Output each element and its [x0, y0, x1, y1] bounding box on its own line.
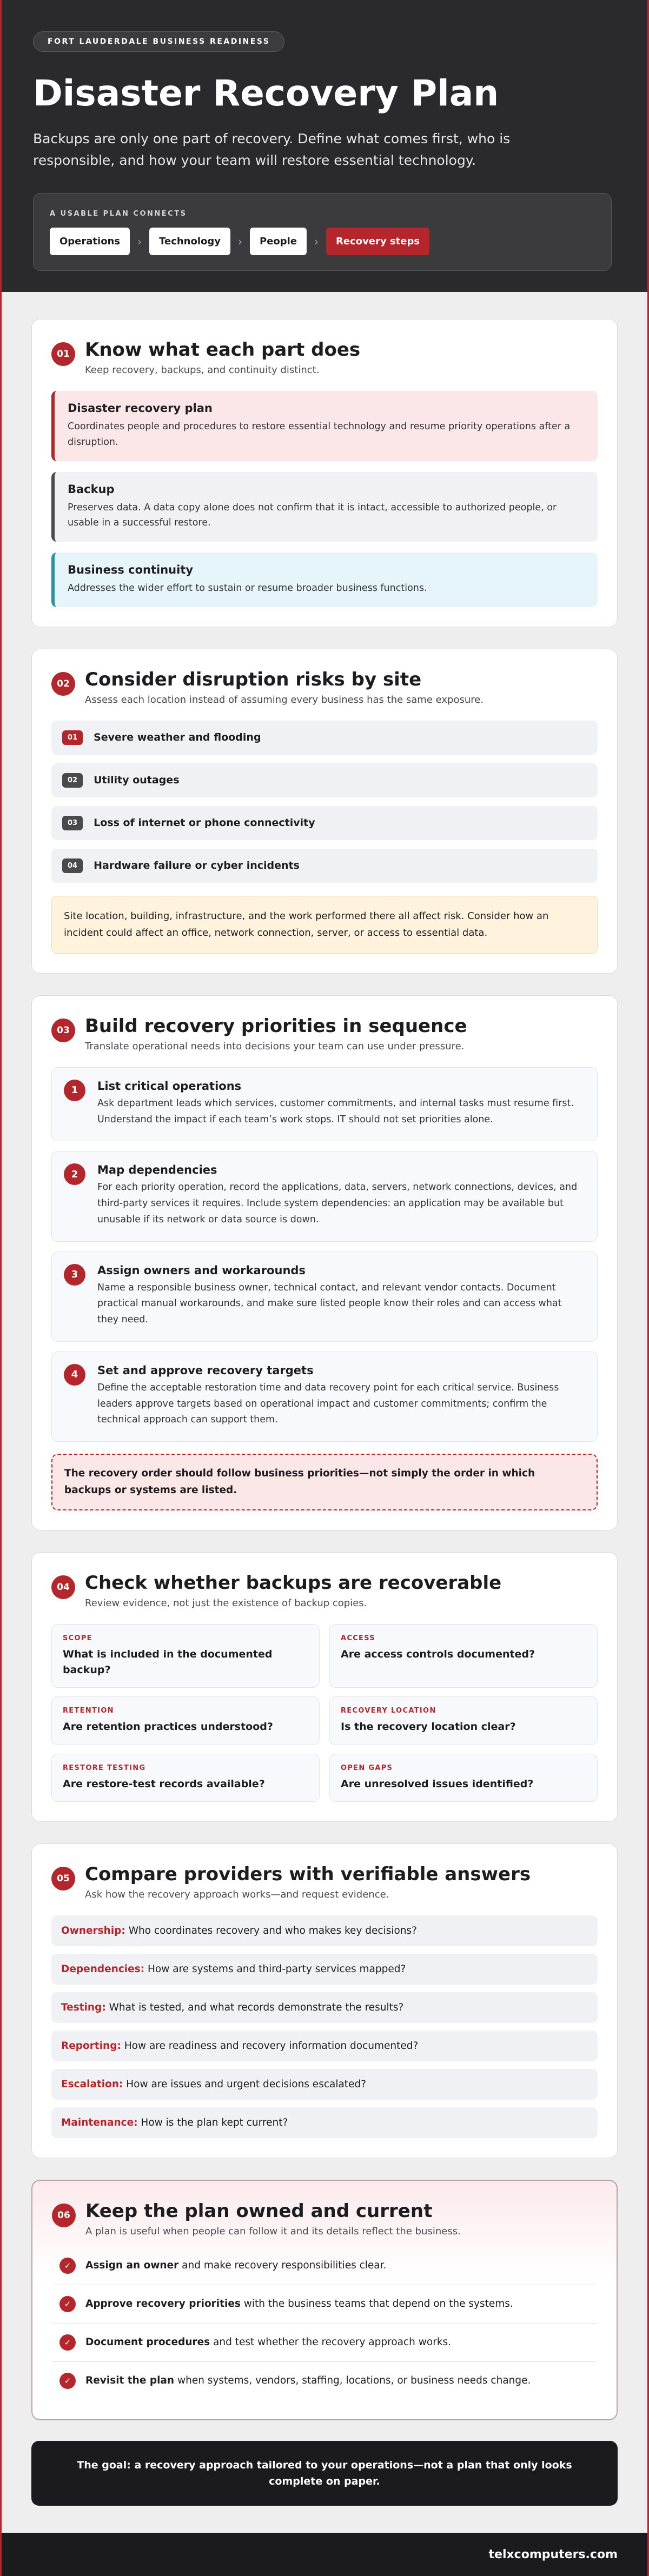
chevron-right-icon: ›	[137, 235, 142, 248]
risk-item	[51, 806, 598, 840]
section-header	[51, 1572, 598, 1609]
risk-item	[51, 763, 598, 797]
definition-disaster-recovery-plan	[51, 391, 598, 461]
footer-site-link[interactable]: telxcomputers.com	[488, 2547, 618, 2561]
provider-label: Maintenance:	[61, 2116, 138, 2128]
section-number-badge: 05	[51, 1867, 75, 1891]
goal-banner: The goal: a recovery approach tailored to your operations—not a plan that only looks complete on paper.	[31, 2441, 618, 2506]
step-set-recovery-targets	[51, 1352, 598, 1442]
step-list-critical-operations	[51, 1067, 598, 1142]
recovery-order-callout: The recovery order should follow business priorities—not simply the order in which backups or systems are listed.	[51, 1454, 598, 1510]
check-icon: ✓	[59, 2373, 76, 2389]
risk-number-tag: 01	[62, 730, 83, 745]
checklist-item	[52, 2285, 597, 2323]
checklist-text: and test whether the recovery approach works.	[210, 2337, 452, 2348]
step-text: Define the acceptable restoration time and data recovery point for each critical service. Business leaders approve targets based on operational impact and customer commitments; confirm the technical approach can support them.	[97, 1382, 559, 1426]
provider-text: How are readiness and recovery information documented?	[121, 2040, 419, 2052]
check-key: OPEN GAPS	[341, 1763, 393, 1772]
step-title: Map dependencies	[97, 1163, 217, 1177]
section-subtitle: Translate operational needs into decisions your team can use under pressure.	[85, 1040, 465, 1052]
provider-question	[51, 2107, 598, 2138]
section-number-badge: 02	[51, 672, 75, 696]
section-know-parts	[31, 319, 618, 627]
section-number-badge: 06	[52, 2204, 76, 2227]
check-key: RECOVERY LOCATION	[341, 1707, 436, 1715]
check-recovery-location	[329, 1696, 598, 1745]
step-number: 2	[64, 1163, 85, 1185]
definition-title: Backup	[68, 482, 115, 496]
section-title: Build recovery priorities in sequence	[85, 1015, 467, 1037]
definition-title: Disaster recovery plan	[68, 401, 213, 415]
backup-checks-grid	[51, 1624, 598, 1802]
definition-text: Addresses the wider effort to sustain or resume broader business functions.	[68, 583, 427, 594]
check-restore-testing	[51, 1754, 320, 1802]
section-recovery-priorities	[31, 995, 618, 1530]
checklist-item	[52, 2361, 597, 2400]
chevron-right-icon: ›	[314, 235, 319, 248]
section-header	[51, 339, 598, 376]
page-title: Disaster Recovery Plan	[33, 72, 499, 114]
risk-text: Hardware failure or cyber incidents	[94, 860, 300, 872]
check-question: Are restore-test records available?	[63, 1778, 265, 1790]
check-retention	[51, 1696, 320, 1745]
plan-connects-panel	[33, 193, 612, 271]
section-title: Compare providers with verifiable answers	[85, 1863, 531, 1886]
eyebrow-badge: FORT LAUDERDALE BUSINESS READINESS	[33, 31, 284, 52]
step-title: List critical operations	[97, 1079, 242, 1093]
step-title: Assign owners and workarounds	[97, 1263, 306, 1277]
provider-question	[51, 1954, 598, 1985]
provider-question	[51, 2069, 598, 2100]
check-icon: ✓	[59, 2334, 76, 2351]
checklist-text: when systems, vendors, staffing, locations, or business needs change.	[174, 2375, 531, 2387]
checklist-item	[52, 2323, 597, 2361]
section-title: Keep the plan owned and current	[85, 2200, 433, 2222]
section-subtitle: Review evidence, not just the existence of backup copies.	[85, 1597, 367, 1609]
chip-recovery-steps: Recovery steps	[326, 228, 429, 255]
definition-title: Business continuity	[68, 563, 194, 577]
main-content	[2, 292, 647, 2506]
check-question: Are retention practices understood?	[63, 1721, 273, 1733]
section-backups-recoverable	[31, 1552, 618, 1822]
section-header	[52, 2200, 597, 2237]
definition-text: Preserves data. A data copy alone does not confirm that it is intact, accessible to authorized people, or usable in a successful restore.	[68, 502, 557, 529]
section-title: Check whether backups are recoverable	[85, 1572, 502, 1594]
checklist-text: with the business teams that depend on the systems.	[240, 2298, 513, 2310]
check-key: ACCESS	[341, 1634, 375, 1643]
step-text: For each priority operation, record the applications, data, servers, network connections, devices, and third-party services it requires. Include system dependencies: an application may be available but unusable if its network or data source is down.	[97, 1182, 578, 1225]
provider-label: Dependencies:	[61, 1963, 145, 1975]
provider-text: How is the plan kept current?	[137, 2116, 288, 2128]
hero-lead: Backups are only one part of recovery. Define what comes first, who is responsible, and how your team will restore essential technology.	[33, 131, 511, 169]
section-subtitle: Assess each location instead of assuming every business has the same exposure.	[85, 694, 484, 705]
connects-label: A USABLE PLAN CONNECTS	[50, 210, 187, 218]
step-number: 1	[64, 1080, 85, 1101]
chip-people: People	[250, 228, 307, 255]
step-title: Set and approve recovery targets	[97, 1363, 314, 1377]
step-number: 4	[64, 1364, 85, 1386]
check-icon: ✓	[59, 2258, 76, 2274]
check-question: Are access controls documented?	[341, 1648, 535, 1661]
section-title: Know what each part does	[85, 339, 361, 361]
risk-item	[51, 721, 598, 755]
check-key: SCOPE	[63, 1634, 92, 1643]
step-text: Name a responsible business owner, technical contact, and relevant vendor contacts. Document practical manual workarounds, and make sure listed people know their roles and can access what they need.	[97, 1282, 562, 1326]
section-disruption-risks	[31, 649, 618, 974]
check-open-gaps	[329, 1754, 598, 1802]
connects-chips	[50, 228, 595, 255]
definition-backup	[51, 472, 598, 542]
provider-text: How are systems and third-party services mapped?	[144, 1963, 406, 1975]
section-number-badge: 04	[51, 1575, 75, 1599]
section-subtitle: A plan is useful when people can follow it and its details reflect the business.	[85, 2225, 461, 2237]
provider-label: Reporting:	[61, 2040, 121, 2052]
provider-label: Escalation:	[61, 2078, 123, 2090]
step-map-dependencies	[51, 1151, 598, 1241]
checklist-bold: Document procedures	[85, 2337, 210, 2348]
section-keep-plan-current	[31, 2180, 618, 2420]
provider-label: Ownership:	[61, 1925, 125, 1936]
check-question: Is the recovery location clear?	[341, 1721, 516, 1733]
risk-number-tag: 03	[62, 816, 83, 830]
risk-text: Severe weather and flooding	[94, 731, 261, 744]
step-text: Ask department leads which services, customer commitments, and internal tasks must resume first. Understand the impact if each team’s work stops. IT should not set priorities alone.	[97, 1097, 574, 1125]
section-compare-providers	[31, 1843, 618, 2158]
footer	[2, 2533, 647, 2576]
step-number: 3	[64, 1264, 85, 1286]
checklist-bold: Assign an owner	[85, 2260, 179, 2272]
section-subtitle: Keep recovery, backups, and continuity distinct.	[85, 364, 320, 376]
provider-question	[51, 1915, 598, 1946]
risk-text: Utility outages	[94, 774, 180, 787]
check-access	[329, 1624, 598, 1688]
risk-number-tag: 02	[62, 773, 83, 788]
provider-question	[51, 2031, 598, 2061]
section-header	[51, 1015, 598, 1052]
chip-operations: Operations	[50, 228, 130, 255]
definition-text: Coordinates people and procedures to restore essential technology and resume priority operations after a disruption.	[68, 421, 571, 448]
provider-text: Who coordinates recovery and who makes key decisions?	[125, 1925, 417, 1936]
section-number-badge: 03	[51, 1019, 75, 1042]
hero-header	[2, 0, 647, 292]
provider-text: How are issues and urgent decisions escalated?	[123, 2078, 367, 2090]
checklist-bold: Approve recovery priorities	[85, 2298, 241, 2310]
site-risk-note: Site location, building, infrastructure, and the work performed there all affect risk. Consider how an incident could affect an office, network connection, server, or access to essential data.	[51, 896, 598, 954]
check-key: RETENTION	[63, 1707, 114, 1715]
check-question: What is included in the documented backup?	[63, 1648, 273, 1676]
checklist-text: and make recovery responsibilities clear.	[178, 2260, 387, 2272]
check-scope	[51, 1624, 320, 1688]
check-key: RESTORE TESTING	[63, 1763, 146, 1772]
check-icon: ✓	[59, 2296, 76, 2312]
check-question: Are unresolved issues identified?	[341, 1778, 534, 1790]
section-subtitle: Ask how the recovery approach works—and request evidence.	[85, 1888, 389, 1900]
risk-text: Loss of internet or phone connectivity	[94, 817, 315, 829]
checklist-item	[52, 2247, 597, 2285]
risk-number-tag: 04	[62, 858, 83, 873]
definition-business-continuity	[51, 553, 598, 607]
step-assign-owners	[51, 1252, 598, 1342]
risk-item	[51, 849, 598, 883]
chip-technology: Technology	[149, 228, 230, 255]
checklist-bold: Revisit the plan	[85, 2375, 175, 2387]
section-title: Consider disruption risks by site	[85, 669, 422, 691]
chevron-right-icon: ›	[238, 235, 243, 248]
provider-question	[51, 1992, 598, 2023]
section-number-badge: 01	[51, 342, 75, 366]
provider-label: Testing:	[61, 2001, 106, 2013]
provider-text: What is tested, and what records demonstrate the results?	[105, 2001, 404, 2013]
section-header	[51, 1863, 598, 1900]
section-header	[51, 669, 598, 705]
